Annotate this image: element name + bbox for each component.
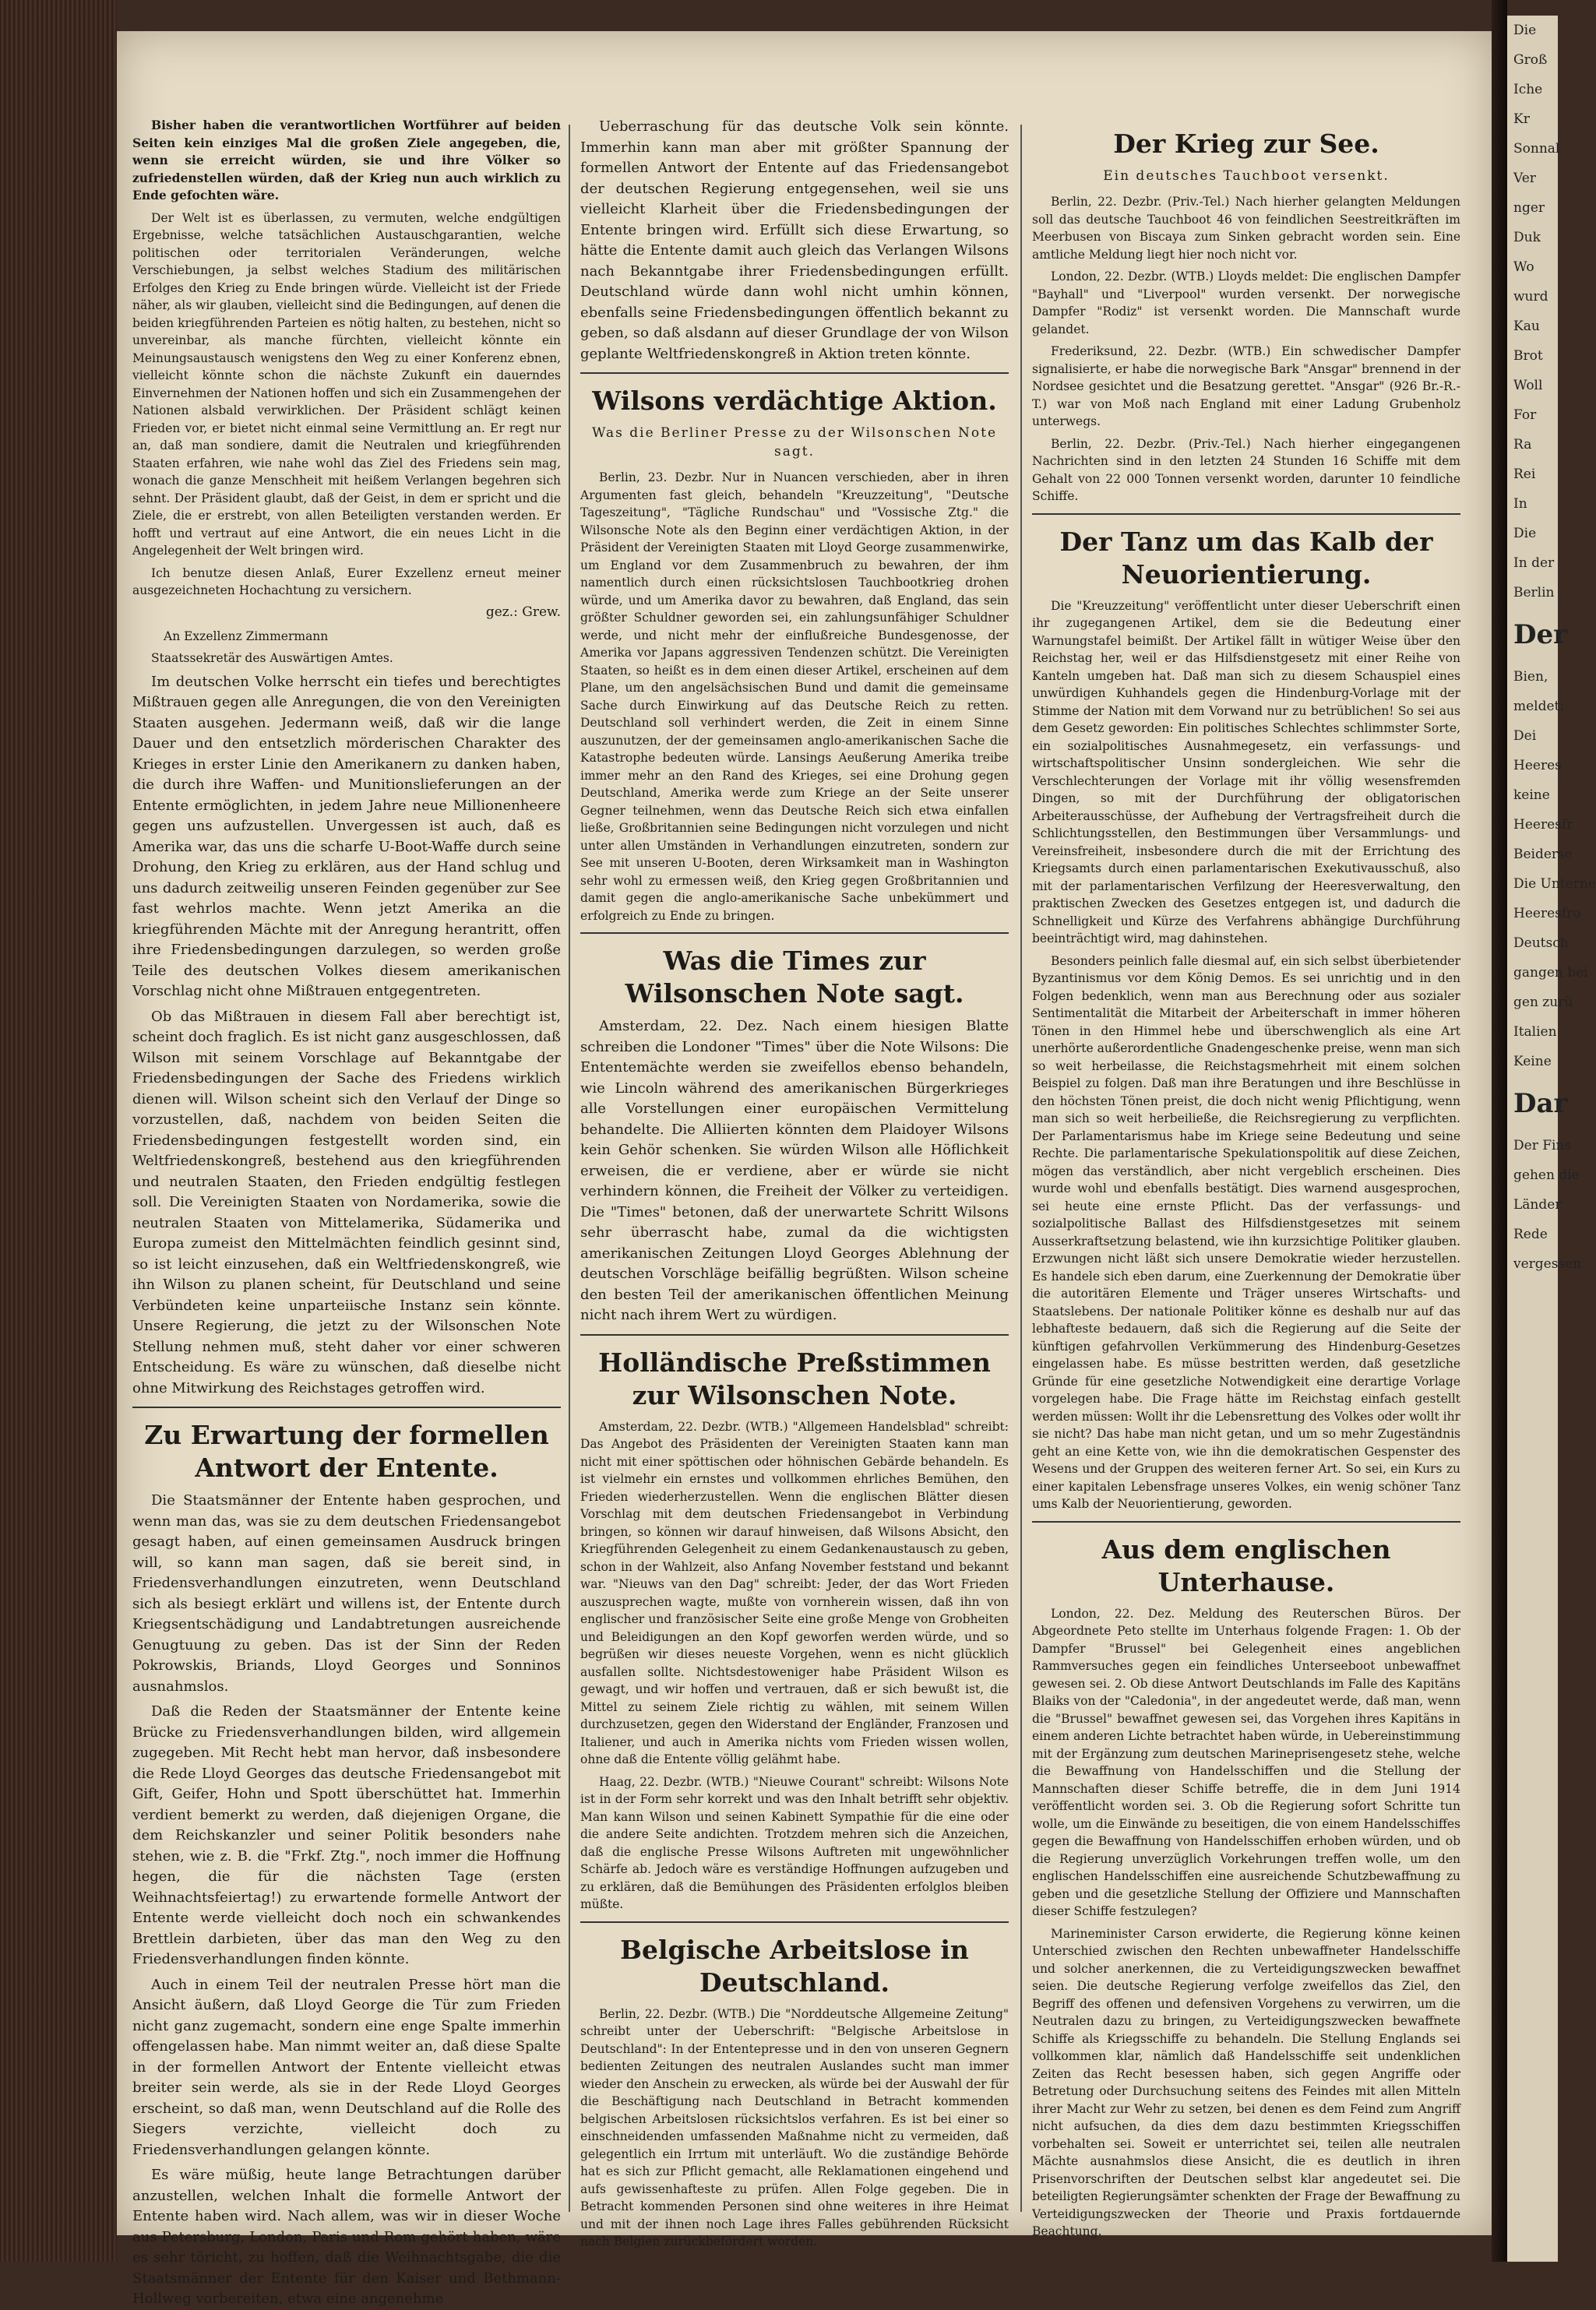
article-paragraph: London, 22. Dez. Meldung des Reuterschen Büros. Der Abgeordnete Peto stellte im Unterhaus folgende Fragen: 1. Ob der Dampfer "Brussel" bei Gelegenheit eines angeblichen Rammversuches gegen ein feindliches Unterseeboot unbewaffnet gewesen sei. 2. Ob diese Antwort Deutschlands im Falle des Kapitäns Blaiks von der "Caledonia", in der angedeutet werde, daß man, wenn die "Brussel" bewaffnet gewesen sei, das Vorgehen ihres Kapitäns in einem anderen Lichte betrachtet haben würde, in Uebereinstimmung mit der Ergänzung zum deutschen Marineprisengesetz stehe, welche die Bewaffnung von Handelsschiffen und die Stellung der Mannschaften dieser Schiffe betreffe, die in dem Juni 1914 veröffentlicht worden sei. 3. Ob die Regierung sofort Schritte tun wolle, um die Einwände zu beseitigen, die von einem Handelsschiffes gegen die Bewaffnung von Handelsschiffen erhoben würden, und ob die Regierung unverzüglich Vorkehrungen treffen wolle, um den englischen Handelsschiffen eine ausreichende Schutzbewaffnung zu geben und die gesetzliche Stellung der Offiziere und Mannschaften dieser Schiffe festzulegen? (1032, 1606, 1460, 1918)
article-paragraph: London, 22. Dezbr. (WTB.) Lloyds meldet: Die englischen Dampfer "Bayhall" und "Liverpool" wurden versenkt. Der norwegische Dampfer "Rodiz" ist versenkt worden. Die Mannschaft wurde gelandet. (1032, 269, 1460, 336)
addressee-title: Staatssekretär des Auswärtigen Amtes. (151, 651, 393, 665)
article-paragraph: Im deutschen Volke herrscht ein tiefes und berechtigtes Mißtrauen gegen alle Anregungen, die von den Vereinigten Staaten ausgehen. Jedermann weiß, daß wir die lange Dauer und den entsetzlich mörderischen Charakter des Krieges in erster Linie den Amerikanern zu danken haben, die durch ihre Waffen- und Munitionslieferungen an der Entente ermöglichten, in jedem Jahre neue Millionenheere gegen uns aufzustellen. Unvergessen ist auch, daß es Amerika war, das uns die scharfe U-Boot-Waffe durch seine Drohung, den Krieg zu erklären, aus der Hand schlug und uns dadurch zeitweilig unseren Feinden gegenüber zur See fast wehrlos machte. Wenn jetzt Amerika an die kriegführenden Mächte mit der Anregung herantritt, offen ihre Friedensbedingungen darzulegen, so werden große Teile des deutschen Volkes diesem amerikanischen Vorschlag nicht ohne Mißtrauen entgegentreten. (132, 673, 561, 999)
column-rule (569, 125, 570, 2212)
next-page-fragment: Keine (1513, 1054, 1552, 1069)
column-1 (132, 117, 561, 2307)
next-page-fragment: vergessen (1513, 1256, 1582, 1272)
next-page-fragment: Italien (1513, 1024, 1557, 1040)
next-page-fragment: Wo (1513, 259, 1534, 275)
next-page-fragment: Ver (1513, 171, 1536, 186)
article-paragraph: Ob das Mißtrauen in diesem Fall aber berechtigt ist, scheint doch fraglich. Es ist nicht ganz ausgeschlossen, daß Wilson mit seinem Vorschlage auf Bekanntgabe der Friedensbedingungen der Sache des Friedens wirklich dienen will. Wilson scheint sich den Verlauf der Dinge so vorzustellen, daß, nachdem von beiden Seiten die Friedensbedingungen festgestellt worden sind, ein Weltfriedenskongreß, bestehend aus den kriegführenden und neutralen Staaten, den Frieden endgültig festlegen soll. Die Vereinigten Staaten von Nordamerika, sowie die neutralen Staaten von Mittelamerika, Südamerika und Europa zumeist den Mittelmächten feindlich gesinnt sind, so ist leicht einzusehen, daß ein Weltfriedenskongreß, wie ihn Wilson zu planen scheint, für Deutschland und seine Verbündeten keine unparteiische Instanz sein könnte. Unsere Regierung, die jetzt zu der Wilsonschen Note Stellung nehmen muß, steht daher vor einer schweren Entscheidung. Es wäre zu wünschen, daß dieselbe nicht ohne Mitwirkung des Reichstages getroffen wird. (132, 1008, 561, 1396)
next-page-fragment: Dar (1513, 1088, 1568, 1119)
next-page-fragment: In der (1513, 555, 1555, 571)
article-paragraph: Berlin, 22. Dezbr. (WTB.) Die "Norddeutsche Allgemeine Zeitung" schreibt unter der Ueberschrift: "Belgische Arbeitslose in Deutschland": In der Ententepresse und in den von unseren Gegnern bedienten Zeitungen des neutralen Auslandes sucht man immer wieder den Anschein zu erwecken, als würde bei der Auswahl der für die Beschäftigung nach Deutschland in Betracht kommenden belgischen Arbeitslosen rücksichtslos verfahren. Es ist bei einer so einschneidenden umfassenden Maßnahme nicht zu vermeiden, daß gelegentlich ein Irrtum mit unterläuft. Wo die zuständige Behörde hat es sich zur Pflicht gemacht, alle Reklamationen eingehend und aufs gewissenhafteste zu prüfen. Allen Folge gegeben. Die in Betracht kommenden Personen sind ohne weiteres in ihre Heimat und mit der ihnen noch Lage ihres Falles gebührenden Rücksicht nach Belgien zurückbefördert worden. (580, 2006, 1009, 2248)
next-page-fragment: Heeresfro (1513, 906, 1581, 921)
headline: Zu Erwartung der formellen Antwort der Entente. (144, 1420, 549, 1483)
column-rule (1020, 125, 1022, 2212)
next-page-fragment: Heeresfr (1513, 817, 1573, 833)
next-page-fragment: Ra (1513, 437, 1532, 452)
article-paragraph: Der Welt ist es überlassen, zu vermuten, welche endgültigen Ergebnisse, welche tatsächlichen Austauschgarantien, welche politischen oder territorialen Veränderungen, welche Verschiebungen, ja selbst welches Stadium des militärischen Erfolges den Krieg zu Ende bringen würde. Vielleicht ist der Friede näher, als wir glauben, vielleicht sind die Bedingungen, auf denen die beiden kriegführenden Parteien es nötig halten, zu bestehen, nicht so unvereinbar, als manche fürchten, vielleicht könnte ein Meinungsaustausch wenigstens den Weg zu einer Konferenz ebnen, vielleicht könnte schon die nächste Zukunft ein dauerndes Einvernehmen der Nationen hoffen und sich ein Zusammengehen der Nationen alsbald verwirklichen. Der Präsident schlägt keinen Frieden vor, er bietet nicht einmal seine Vermittlung an. Er regt nur an, daß man sondiere, damit die Neutralen und kriegführenden Staaten erfahren, wie nahe wohl das Ziel des Friedens sein mag, wonach die ganze Menschheit mit heißem Verlangen begehren sich sehnt. Der Präsident glaubt, daß der Geist, in dem er spricht und die Ziele, die er erstrebt, von allen Beteiligten verstanden werden. Er hofft und vertraut auf eine Antwort, die ein neues Licht in die Angelegenheit der Welt bringen wird. (132, 210, 561, 558)
column-3 (1032, 117, 1460, 2238)
next-page-fragment: Dei (1513, 728, 1537, 744)
next-page-fragment: meldet: (1513, 699, 1565, 714)
next-page-fragment: Woll (1513, 378, 1543, 393)
article-paragraph: Daß die Reden der Staatsmänner der Entente keine Brücke zu Friedensverhandlungen bilden, wird allgemein zugegeben. Mit Recht hebt man hervor, daß insbesondere die Rede Lloyd Georges das deutsche Friedensangebot mit Gift, Geifer, Hohn und Spott überschüttet hat. Immerhin verdient bemerkt zu werden, daß diejenigen Organe, die dem Reichskanzler und seiner Politik besonders nahe stehen, wie z. B. die "Frkf. Ztg.", noch immer die Hoffnung hegen, die für die nächsten Tage (ersten Weihnachtsfeiertag!) zu erwartende formelle Antwort der Entente werde vielleicht doch noch ein schwankendes Brettlein darbieten, über das man den Weg zu den Friedensverhandlungen finden könnte. (132, 1703, 561, 1967)
next-page-fragment: gangen bei (1513, 965, 1588, 981)
next-page-fragment: Sonnal (1513, 141, 1560, 157)
article-paragraph: Berlin, 22. Dezbr. (Priv.-Tel.) Nach hierher gelangten Meldungen soll das deutsche Tauchboot 46 von feindlichen Seestreitkräften im Meerbusen von Biscaya zum Sinken gebracht worden sein. Eine amtliche Meldung liegt hier noch nicht vor. (1032, 195, 1460, 262)
book-binding-edge (0, 0, 117, 2262)
article-paragraph: Marineminister Carson erwiderte, die Regierung könne keinen Unterschied zwischen den Rechten unbewaffneter Handelsschiffe und solcher anerkennen, die zu Verteidigungszwecken bewaffnet seien. Die deutsche Regierung verfolge zweifellos das Ziel, den Begriff des offenen und defensiven Vorgehens zu verwirren, um die Neutralen dazu zu bringen, zu Verteidigungszwecken bewaffnete Schiffe als Kriegsschiffe zu behandeln. Die Stellung Englands sei vollkommen klar, nämlich daß Handelsschiffe seit undenklichen Zeiten das Recht besessen haben, sich gegen Angriffe oder Betretung oder Durchsuchung seitens des Feindes mit allen Mitteln ihrer Macht zur Wehr zu setzen, bei denen es dem Feind zum Angriff nicht aufsuchen, da dies dem dazu bestimmten Kriegsschiffen vorbehalten sei. Soweit er unterrichtet sei, teilen alle neutralen Mächte ausnahmslos diese Ansicht, die es deutlich in ihren Prisenvorschriften der Deutschen selbst klar angedeutet sei. Die beteiligten Regierungsämter schenkten der Frage der Bewaffnung zu Verteidigungszwecken der Theorie und Praxis fortdauernde Beachtung. (1032, 1926, 1460, 2238)
page-gutter (1492, 0, 1507, 2262)
next-page-fragment: Rede (1513, 1227, 1548, 1242)
next-page-fragment: Länder (1513, 1197, 1562, 1213)
signature: gez.: Grew. (485, 604, 561, 620)
headline: Belgische Arbeitslose in Deutschland. (620, 1934, 969, 1998)
next-page-fragment: Kau (1513, 319, 1540, 334)
next-page-fragment: Der (1513, 619, 1568, 650)
next-page-fragment: gen zurü (1513, 995, 1573, 1010)
next-page-fragment: Die Unterne (1513, 876, 1596, 892)
article-paragraph: Amsterdam, 22. Dezbr. (WTB.) "Allgemeen Handelsblad" schreibt: Das Angebot des Präsidenten der Vereinigten Staaten kann man nicht mit einer spöttischen oder höhnischen Gebärde behandeln. Es ist vielmehr ein ernstes und vollkommen ehrliches Bemühen, den Frieden wiederherzustellen. Wenn die englischen Blätter diesen Vorschlag mit dem deutschen Friedensangebot in Verbindung bringen, so können wir darauf hinweisen, daß Wilsons Absicht, den Kriegführenden Gelegenheit zu einem Gedankenaustausch zu geben, schon in der Wahlzeit, also Anfang November feststand und bekannt war. "Nieuws van den Dag" schreibt: Jeder, der das Wort Frieden auszusprechen wagte, mußte von vornherein wissen, daß ihn von englischer und französischer Seite eine große Menge von Grobheiten und Beleidigungen an den Kopf geworfen werden würde, und so begrüßen wir dieses neueste Vorgehen, wenn es nicht glücklich ausfallen sollte. Nichtsdestoweniger habe Präsident Wilson es gewagt, und wir hoffen und vertrauen, daß er sich bewußt ist, die Mittel zu seinem Ziele richtig zu wählen, mit seinem Willen durchzusetzen, gegen den Widerstand der Engländer, Franzosen und Italiener, und auch in Amerika nichts vom Frieden wissen wollen, ohne daß die Entente völlig gelähmt habe. (580, 1419, 1009, 1766)
next-page-edge (1507, 16, 1596, 2262)
next-page-fragment: Beiderse (1513, 847, 1573, 862)
article-paragraph: Die "Kreuzzeitung" veröffentlicht unter dieser Ueberschrift einen ihr zugegangenen Artikel, dem sie die Bedeutung einer Warnungstafel beimißt. Der Artikel fällt in wütiger Weise über den Reichstag her, weil er das Hilfsdienstgesetz mit einer Reihe von Kanteln umgeben hat. Daß man sich zu diesem Schauspiel eines unwürdigen Kuhhandels gegen die Hindenburg-Vorlage mit der Stimme der Nation mit dem Vorwand nur zu betrüblichen! So sei aus dem Gesetz geworden: Ein politisches Schlechtes schlimmster Sorte, ein sozialpolitisches Ausnahmegesetz, ein verfassungs- und wirtschaftspolitischer Unsinn sondergleichen. Wie sehr die Verschlechterungen der Vorlage mit ihr völlig wesensfremden Dingen, so mit der Durchführung der obligatorischen Arbeiterausschüsse, der Aufhebung der Vertragsfreiheit durch die Schlichtungsstellen, den Bestimmungen über Versammlungs- und Vereinsfreiheit, insbesondere durch die mit der Errichtung des Kriegsamts durch einen parlamentarischen Exekutivausschuß, also mit der parlamentarischen Verfilzung der Heeresverwaltung, den praktischen Zwecken des Gesetzes entgegen ist, und dadurch die Schnelligkeit und Kürze des Verfahrens abhängige Durchführung beeinträchtigt wird, mag dahinstehen. (1032, 598, 1460, 945)
next-page-fragment: In (1513, 496, 1527, 512)
next-page-fragment: nger (1513, 200, 1545, 216)
addressee: An Exzellenz Zimmermann (164, 629, 329, 643)
article-paragraph: Bisher haben die verantwortlichen Wortführer auf beiden Seiten kein einziges Mal die großen Ziele angegeben, die, wenn sie erreicht würden, sie und ihre Völker so zufriedenstellen würden, daß der Krieg nun auch wirklich zu Ende gefochten wäre. (132, 118, 561, 202)
next-page-fragment: Deutsch (1513, 935, 1569, 951)
newspaper-page (117, 31, 1492, 2307)
article-paragraph: Berlin, 22. Dezbr. (Priv.-Tel.) Nach hierher eingegangenen Nachrichten sind in den letzten 24 Stunden 16 Schiffe mit dem Gehalt von 22 000 Tonnen versenkt worden, darunter 10 feindliche Schiffe. (1032, 436, 1460, 503)
article-paragraph: Haag, 22. Dezbr. (WTB.) "Nieuwe Courant" schreibt: Wilsons Note ist in der Form sehr korrekt und was den Inhalt betrifft sehr objektiv. Man kann Wilson und seinen Kabinett Sympathie für die eine oder die andere Seite andichten. Trotzdem mehren sich die Anzeichen, daß die englische Presse Wilsons Auftreten mit ungewöhnlicher Schärfe ab. Jedoch wäre es verständige Hoffnungen aufzugeben und zu erklären, daß die Bemühungen des Präsidenten erfolglos bleiben müßte. (580, 1774, 1009, 1911)
next-page-fragment: Die (1513, 23, 1537, 38)
subheadline: Ein deutsches Tauchboot versenkt. (1103, 168, 1390, 184)
section-divider (1032, 513, 1460, 515)
article-paragraph: Es wäre müßig, heute lange Betrachtungen darüber anzustellen, welchen Inhalt die formelle Antwort der Entente haben wird. Nach allem, was wir in dieser Woche aus Petersburg, London, Paris und Rom gehört haben, wäre es sehr töricht, zu hoffen, daß die Weihnachtsgabe, die die Staatsmänner der Entente für den Kaiser und Bethmann-Hollweg vorbereiten, etwa eine angenehme (132, 2167, 561, 2307)
next-page-fragment: Heeres (1513, 758, 1562, 773)
headline: Der Krieg zur See. (1113, 129, 1379, 159)
section-divider (1032, 1521, 1460, 1523)
next-page-fragment: Iche (1513, 82, 1543, 97)
article-paragraph: Berlin, 23. Dezbr. Nur in Nuancen verschieden, aber in ihren Argumenten fast gleich, behandeln "Kreuzzeitung", "Deutsche Tageszeitung", "Tägliche Rundschau" und "Vossische Ztg." die Wilsonsche Note als den Beginn einer verdächtigen Aktion, in der Präsident der Vereinigten Staaten mit Lloyd George zusammenwirke, um England vor dem Zusammenbruch zu bewahren, der ihm namentlich durch einen rücksichtslosen Tauchbootkrieg drohen würde, und um Amerika davor zu bewahren, daß England, das sein größter Schuldner geworden sei, ein zahlungsunfähiger Schuldner werde, und nicht mehr der einflußreiche Bundesgenosse, der Amerika vor Japans aggressiven Tendenzen schützt. Die Vereinigten Staaten, so heißt es in dem einen dieser Artikel, erscheinen auf dem Plane, um den angelsächsischen Bund und damit die gemeinsame Sache durch Einwirkung auf das Deutsche Reich zu retten. Deutschland soll verhindert werden, die Zeit in einem Sinne auszunutzen, der der gemeinsamen anglo-amerikanischen Sache die Katastrophe bedeuten würde. Lansings Aeußerung Amerika treibe immer mehr an den Rand des Krieges, sei eine Drohung gegen Deutschland, Amerika werde zum Kriege an der Seite unserer Gegner teilnehmen, wenn das Deutsche Reich sich etwa einfallen ließe, Großbritannien seine Bedingungen nicht vorzulegen und nicht unter allen Umständen in Verhandlungen einzutreten, sondern zur See mit unseren U-Booten, deren Wirksamkeit man in Washington sehr wohl zu ermessen weiß, den Krieg gegen Großbritannien und damit gegen die anglo-amerikanische Sache unbekümmert und erfolgreich zu Ende zu bringen. (580, 470, 1009, 923)
next-page-fragment: For (1513, 407, 1537, 423)
next-page-fragment: gehen die (1513, 1167, 1580, 1183)
headline: Wilsons verdächtige Aktion. (592, 386, 997, 416)
article-paragraph: Frederiksund, 22. Dezbr. (WTB.) Ein schwedischer Dampfer signalisierte, er habe die norwegische Bark "Ansgar" brennend in der Nordsee gesichtet und die Besatzung gerettet. "Ansgar" (926 Br.-R.-T.) war von Moß nach England mit einer Ladung Grubenholz unterwegs. (1032, 344, 1460, 428)
headline: Was die Times zur Wilsonschen Note sagt. (625, 945, 964, 1009)
headline: Der Tanz um das Kalb der Neuorientierung. (1059, 526, 1433, 590)
article-paragraph: Ich benutze diesen Anlaß, Eurer Exzellenz erneut meiner ausgezeichneten Hochachtung zu versichern. (132, 565, 561, 597)
section-divider (132, 1407, 561, 1408)
next-page-fragment: Die (1513, 526, 1537, 541)
next-page-fragment: Der Fins (1513, 1138, 1572, 1153)
article-paragraph: Amsterdam, 22. Dez. Nach einem hiesigen Blatte schreiben die Londoner "Times" über die Note Wilsons: Die Ententemächte werden sie zweifellos ebenso behandeln, wie Lincoln während des amerikanischen Bürgerkrieges alle Vorstellungen einer europäischen Vermittelung behandelte. Die Alliierten könnten dem Plaidoyer Wilsons kein Gehör schenken. Sie würden Wilson alle Höflichkeit erweisen, die er verdiene, aber er würde sie nicht verhindern können, die Freiheit der Völker zu verteidigen. Die "Times" betonen, daß der unerwartete Schritt Wilsons sehr überrascht habe, zumal da die wichtigsten amerikanischen Zeitungen Lloyd Georges Ablehnung der deutschen Vorschläge beifällig begrüßten. Wilson scheine den besten Teil der amerikanischen öffentlichen Meinung nicht nach ihrem Wert zu würdigen. (580, 1018, 1009, 1323)
subheadline: Was die Berliner Presse zu der Wilsonschen Note sagt. (591, 425, 998, 460)
next-page-fragment: Brot (1513, 348, 1543, 364)
headline: Holländische Preßstimmen zur Wilsonschen Note. (598, 1347, 991, 1410)
section-divider (580, 1921, 1009, 1923)
headline: Aus dem englischen Unterhause. (1101, 1534, 1391, 1597)
next-page-fragment: Duk (1513, 230, 1541, 245)
article-paragraph: Auch in einem Teil der neutralen Presse hört man die Ansicht äußern, daß Lloyd George die Tür zum Frieden nicht ganz zugemacht, sondern eine enge Spalte immerhin offengelassen habe. Man nimmt weiter an, daß diese Spalte in der formellen Antwort der Entente vielleicht etwas breiter sein werde, als sie in der Rede Lloyd Georges erscheint, so daß man, wenn Deutschland auf die Rolle des Siegers verzichte, vielleicht doch zu Friedensverhandlungen gelangen könnte. (132, 1976, 561, 2158)
section-divider (580, 1334, 1009, 1336)
article-paragraph: Die Staatsmänner der Entente haben gesprochen, und wenn man das, was sie zu dem deutschen Friedensangebot gesagt haben, auf einen gemeinsamen Ausdruck bringen will, so kann man sagen, daß sie bereit sind, in Friedensverhandlungen einzutreten, wenn Deutschland sich als besiegt erklärt und willens ist, der Entente durch Kriegsentschädigung und Landabtretungen ausreichende Genugtuung zu geben. Das ist der Sinn der Reden Pokrowskis, Briands, Lloyd Georges und Sonninos ausnahmslos. (132, 1492, 561, 1695)
article-paragraph: Besonders peinlich falle diesmal auf, ein sich selbst überbietender Byzantinismus vor dem König Demos. Es sei unrichtig und in den Folgen bedenklich, wenn man aus Berechnung oder aus sozialer Sentimentalität die Mitarbeit der Arbeiterschaft in immer höheren Tönen in den Himmel hebe und überschwenglich als eine Art unerhörte außerordentliche Gnadengeschenke preise, wenn man sich so weit herbeilasse, die Reichstagsmehrheit mit einem solchen Beispiel zu folgen. Daß man ihre Beratungen und ihre Beschlüsse in den höchsten Tönen preist, die doch nicht wenig Pflichtigung, wenn man sich so weit herbeiließe, die Reichsregierung zu verpflichten. Der Parlamentarismus habe im Kriege seine Bedeutung und seine Rechte. Die parlamentarische Spekulationspolitik auf diese Zeichen, mögen das verständlich, aber nicht vergeblich erscheinen. Dies wurde wohl und ebenfalls bestätigt. Dies warnend ausgesprochen, sei heute eine ernste Pflicht. Das der verfassungs- und sozialpolitische Ballast des Hilfsdienstgesetzes mit seinem Ausserkraftsetzung belastend, wie ihn kurzsichtige Politiker glauben. Erzwungen nicht läßt sich unsere Demokratie wieder herzustellen. Es handele sich eben darum, eine Zuerkennung der Demokratie über die autoritären Elemente und Träger unseres Wirtschafts- und Staatslebens. Der nationale Politiker könne es deshalb nur auf das lebhafteste bedauern, daß sich die Regierung auf die Seite der künftigen gefahrvollen Verkümmerung des Hindenburg-Gesetzes eingelassen habe. Es müsse bestritten werden, daß gesetzliche Gründe für eine gesetzliche Notwendigkeit eine derartige Vorlage vorgelegen habe. Die Frage hätte im Reichstag einfach gestellt werden müssen: Wollt ihr die Lebensrettung des Volkes oder wollt ihr sie nicht? Das habe man nicht getan, und um so mehr Zugeständnis geht an eine Kette von, wie ihn die demokratischen Gespenster des Wesens und der Gruppen des weiteren ferner Art. So sei, ein Kurs zu einer kapitalen Lebensfrage unseres Volkes, ein wenig schöner Tanz ums Kalb der Neuorientierung, geworden. (1032, 953, 1460, 1511)
next-page-fragment: Kr (1513, 111, 1530, 127)
next-page-fragment: keine (1513, 787, 1550, 803)
article-paragraph: Ueberraschung für das deutsche Volk sein könnte. Immerhin kann man aber mit größter Spannung der formellen Antwort der Entente auf das Friedensangebot der deutschen Regierung entgegensehen, weil sie uns vielleicht Klarheit über die Friedensbedingungen der Entente bringen wird. Erfüllt sich diese Erwartung, so hätte die Entente damit auch gleich das Verlangen Wilsons nach Bekanntgabe ihrer Friedensbedingungen erfüllt. Deutschland würde dann wohl nicht umhin können, ebenfalls seine Friedensbedingungen öffentlich bekannt zu geben, so daß alsdann auf dieser Grundlage der von Wilson geplante Weltfriedenskongreß in Aktion treten könnte. (580, 118, 1009, 362)
section-divider (580, 932, 1009, 934)
section-divider (580, 372, 1009, 374)
next-page-fragment: Berlin (1513, 585, 1555, 600)
next-page-fragment: Rei (1513, 467, 1536, 482)
next-page-fragment: Groß (1513, 52, 1548, 68)
next-page-fragment: Bien, (1513, 669, 1548, 685)
column-2 (580, 117, 1009, 2248)
next-page-fragment: wurd (1513, 289, 1548, 305)
